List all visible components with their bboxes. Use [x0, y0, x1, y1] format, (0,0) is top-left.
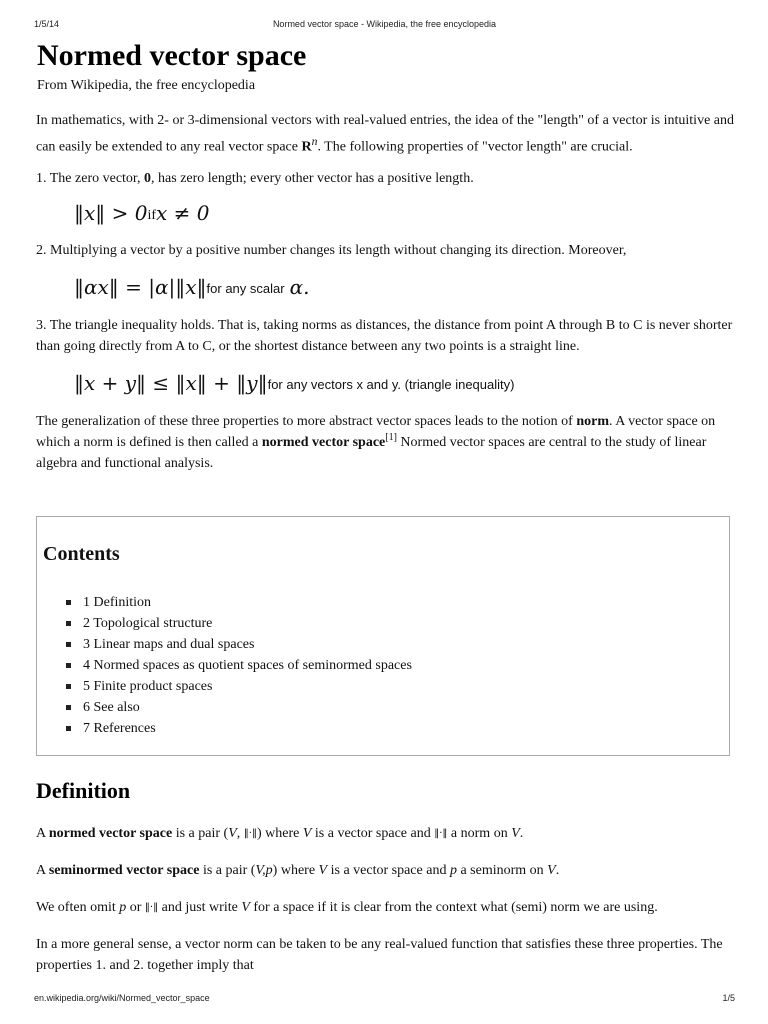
- definition-seminormed: [36, 860, 736, 881]
- def2-c: ) where: [272, 863, 319, 878]
- property-1: [36, 168, 736, 189]
- formula-homogeneity: [74, 271, 736, 303]
- symbol-R: R: [301, 139, 312, 155]
- formula-1-rhs: x ≠ 0: [156, 200, 210, 225]
- article-content: [36, 38, 736, 973]
- definition-normed: [36, 823, 736, 844]
- toc-item-references[interactable]: 7 References: [61, 718, 412, 739]
- print-header: [34, 19, 735, 31]
- generalization-paragraph: [36, 411, 736, 474]
- def3-p: p: [119, 900, 127, 915]
- formula-3-expr: ‖x + y‖ ≤ ‖x‖ + ‖y‖: [74, 370, 268, 395]
- formula-2-suffix: for any scalar: [206, 280, 285, 296]
- general-text-c: Normed vector spaces are central to the study of linear algebra and functional analysis.: [36, 434, 707, 471]
- page-title: Normed vector space: [37, 39, 307, 72]
- print-footer: [34, 993, 735, 1005]
- def2-f: .: [555, 863, 560, 878]
- def1-v3: V: [511, 826, 520, 841]
- def1-e: is a vector space and: [311, 826, 435, 841]
- toc-title: Contents: [43, 543, 120, 565]
- def2-e: a seminorm on: [456, 863, 548, 878]
- toc-item-finite-product[interactable]: 5 Finite product spaces: [61, 676, 412, 697]
- intro-paragraph: [36, 110, 736, 158]
- def1-v2: V: [302, 826, 312, 841]
- toc-item-topological-structure[interactable]: 2 Topological structure: [61, 613, 412, 634]
- table-of-contents: [36, 516, 730, 756]
- symbol-n-italic: n: [311, 135, 318, 148]
- tagline: From Wikipedia, the free encyclopedia: [37, 78, 256, 93]
- def2-term: seminormed vector space: [48, 863, 200, 878]
- formula-3-suffix: for any vectors x and y. (triangle inequality): [267, 376, 515, 392]
- toc-item-quotient-spaces[interactable]: 4 Normed spaces as quotient spaces of seminormed spaces: [61, 655, 412, 676]
- print-url[interactable]: en.wikipedia.org/wiki/Normed_vector_space: [34, 993, 210, 1003]
- property-1-text: 1. The zero vector,: [36, 170, 145, 186]
- def2-vp: V,p: [255, 863, 273, 878]
- def1-g: .: [519, 826, 524, 841]
- term-norm: norm: [576, 413, 610, 429]
- property-1-text-end: , has zero length; every other vector has a positive length.: [151, 170, 474, 186]
- definition-section: [36, 776, 736, 976]
- def3-d: for a space if it is clear from the context what (semi) norm we are using.: [249, 900, 658, 915]
- print-title: Normed vector space - Wikipedia, the free encyclopedia: [272, 19, 497, 29]
- def2-a: A: [36, 863, 49, 878]
- def2-b: is a pair (: [199, 863, 256, 878]
- toc-list: [61, 592, 412, 739]
- section-heading-definition: Definition: [36, 778, 131, 803]
- def1-term: normed vector space: [48, 826, 173, 841]
- intro-text-end: . The following properties of "vector length" are crucial.: [317, 139, 633, 155]
- formula-positivity: [74, 197, 736, 229]
- formula-triangle-inequality: [74, 367, 736, 399]
- toc-item-linear-maps[interactable]: 3 Linear maps and dual spaces: [61, 634, 412, 655]
- print-page-number: 1/5: [722, 993, 735, 1003]
- definition-omit-note: [36, 897, 736, 918]
- formula-2-expr: ‖αx‖ = |α|‖x‖: [74, 274, 207, 299]
- def2-v2: V: [547, 863, 556, 878]
- def1-f: a norm on: [447, 826, 512, 841]
- term-normed-vector-space: normed vector space: [261, 434, 386, 450]
- def3-c: and just write: [158, 900, 242, 915]
- general-text-a: The generalization of these three properties to more abstract vector spaces leads to the notion of: [36, 413, 577, 429]
- property-2: 2. Multiplying a vector by a positive number changes its length without changing its direction. Moreover,: [36, 242, 627, 258]
- def1-v1: V: [228, 826, 237, 841]
- def3-b: or: [126, 900, 145, 915]
- formula-1-lhs: ‖x‖ > 0: [74, 200, 148, 225]
- def3-a: We often omit: [36, 900, 120, 915]
- toc-item-definition[interactable]: 1 Definition: [61, 592, 412, 613]
- def3-v: V: [241, 900, 250, 915]
- property-3: 3. The triangle inequality holds. That is, taking norms as distances, the distance from point A through B to C is never shorter than going directly from A to C, or the shortest distance between any two points is a straight line.: [36, 317, 733, 354]
- def2-p: p: [449, 863, 457, 878]
- def1-c: ,: [236, 826, 244, 841]
- intro-text: In mathematics, with 2- or 3-dimensional vectors with real-valued entries, the idea of the "length" of a vector is intuitive and can easily be extended to any real vector space: [36, 113, 734, 155]
- formula-2-symbol: α.: [289, 274, 310, 299]
- def1-norm: ‖·‖: [243, 828, 257, 839]
- zero-vector-symbol: 0: [144, 170, 152, 186]
- def1-d: ) where: [256, 826, 303, 841]
- definition-general-sense: In a more general sense, a vector norm can be taken to be any real-valued function that satisfies these three properties. The properties 1. and 2. together imply that: [36, 937, 723, 973]
- def1-norm2: ‖·‖: [434, 828, 448, 839]
- toc-item-see-also[interactable]: 6 See also: [61, 697, 412, 718]
- def2-v: V: [318, 863, 328, 878]
- general-text-b: . A vector space on which a norm is defined is then called a: [36, 413, 716, 450]
- def1-b: is a pair (: [172, 826, 229, 841]
- formula-1-if: if: [147, 207, 157, 223]
- def1-a: A: [36, 826, 49, 841]
- print-date: 1/5/14: [34, 19, 60, 29]
- def2-d: is a vector space and: [327, 863, 450, 878]
- reference-link-1[interactable]: [1]: [385, 431, 397, 443]
- def3-norm: ‖·‖: [144, 902, 159, 913]
